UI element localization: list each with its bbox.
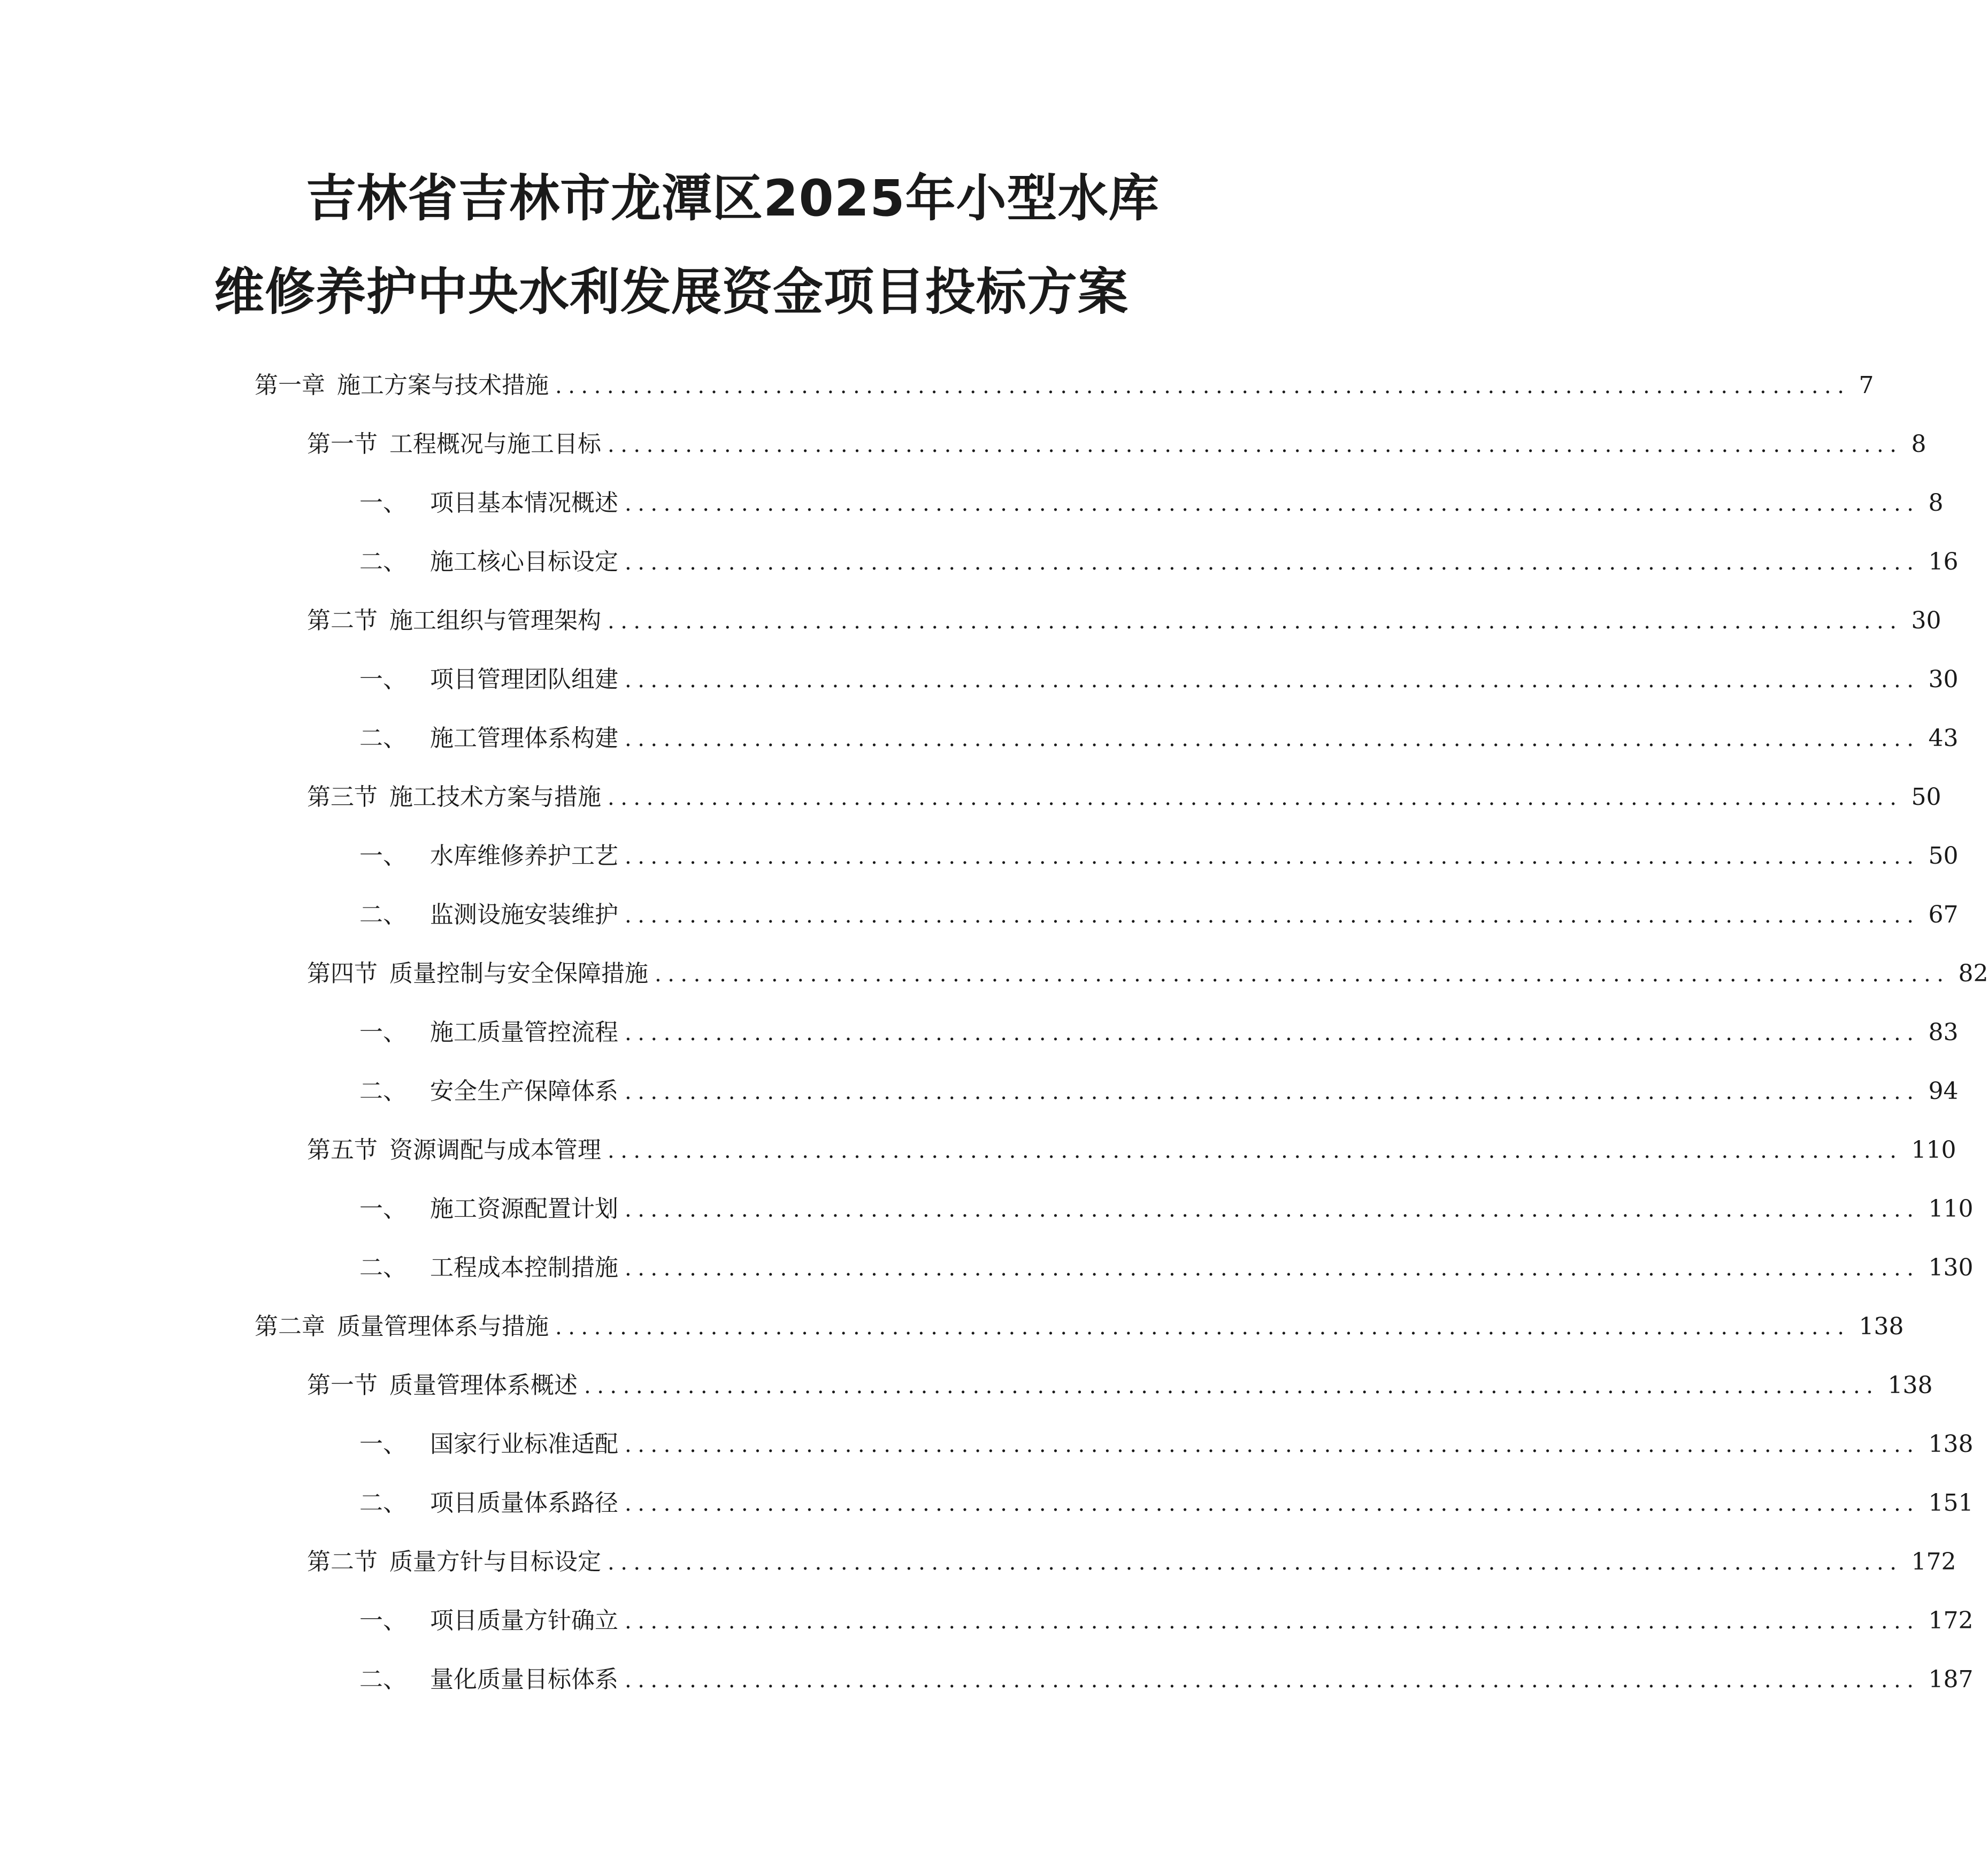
toc-entry-label: 二、 施工核心目标设定 — [359, 548, 618, 575]
toc-entry[interactable] — [307, 779, 1941, 816]
toc-entry-label: 一、 水库维修养护工艺 — [359, 842, 618, 870]
toc-entry[interactable] — [359, 837, 1959, 875]
toc-entry[interactable] — [307, 1367, 1933, 1404]
toc-leader-dots: .................................................................................................... — [608, 609, 1903, 634]
toc-entry[interactable] — [359, 1661, 1974, 1698]
toc-entry[interactable] — [359, 1014, 1959, 1051]
toc-page-number: 67 — [1928, 901, 1959, 928]
toc-page-number: 7 — [1859, 372, 1874, 399]
toc-leader-dots: .................................................................................................... — [555, 1315, 1851, 1340]
toc-entry-label: 第二节 施工组织与管理架构 — [307, 607, 601, 634]
toc-entry-label: 二、 监测设施安装维护 — [359, 901, 618, 928]
toc-entry[interactable] — [359, 1073, 1959, 1110]
toc-leader-dots: .................................................................................................... — [625, 550, 1920, 575]
toc-leader-dots: .................................................................................................... — [625, 1021, 1920, 1045]
toc-entry-label: 第一节 工程概况与施工目标 — [307, 430, 601, 458]
toc-entry-label: 二、 量化质量目标体系 — [359, 1666, 618, 1693]
toc-entry-label: 一、 施工资源配置计划 — [359, 1195, 618, 1223]
toc-entry-label: 第五节 资源调配与成本管理 — [307, 1136, 601, 1164]
toc-page-number: 110 — [1911, 1136, 1956, 1164]
toc-entry-label: 第一章 施工方案与技术措施 — [255, 372, 549, 399]
toc-entry-label: 第四节 质量控制与安全保障措施 — [307, 960, 648, 987]
toc-page-number: 187 — [1928, 1666, 1974, 1693]
document-title-line-1: 吉林省吉林市龙潭区2025年小型水库 — [306, 170, 1160, 228]
toc-page-number: 30 — [1928, 666, 1959, 693]
toc-entry-label: 一、 施工质量管控流程 — [359, 1019, 618, 1046]
toc-entry[interactable] — [255, 367, 1874, 404]
toc-entry-label: 一、 项目基本情况概述 — [359, 489, 618, 517]
toc-leader-dots: .................................................................................................... — [625, 1197, 1920, 1222]
toc-leader-dots: .................................................................................................... — [625, 903, 1920, 928]
toc-entry[interactable] — [359, 1602, 1974, 1640]
toc-page-number: 8 — [1928, 489, 1944, 517]
toc-entry-label: 第三节 施工技术方案与措施 — [307, 783, 601, 811]
toc-entry[interactable] — [359, 1426, 1974, 1463]
toc-page-number: 83 — [1928, 1019, 1959, 1046]
toc-entry[interactable] — [359, 485, 1944, 522]
toc-leader-dots: .................................................................................................... — [625, 668, 1920, 693]
toc-page-number: 130 — [1928, 1254, 1974, 1281]
toc-entry[interactable] — [359, 543, 1959, 581]
toc-leader-dots: .................................................................................................... — [625, 1609, 1920, 1634]
toc-leader-dots: .................................................................................................... — [655, 962, 1950, 987]
toc-page-number: 8 — [1911, 430, 1926, 458]
toc-entry[interactable] — [307, 426, 1926, 463]
toc-page-number: 50 — [1911, 783, 1941, 811]
toc-leader-dots: .................................................................................................... — [608, 433, 1903, 457]
toc-leader-dots: .................................................................................................... — [625, 1080, 1920, 1104]
toc-leader-dots: .................................................................................................... — [584, 1374, 1879, 1398]
toc-leader-dots: .................................................................................................... — [555, 374, 1851, 398]
toc-page-number: 138 — [1887, 1372, 1933, 1399]
toc-entry[interactable] — [307, 955, 1988, 993]
toc-leader-dots: .................................................................................................... — [625, 844, 1920, 869]
toc-page-number: 16 — [1928, 548, 1959, 575]
toc-leader-dots: .................................................................................................... — [608, 786, 1903, 810]
toc-entry[interactable] — [359, 661, 1959, 698]
toc-page-number: 138 — [1928, 1431, 1974, 1458]
toc-page-number: 151 — [1928, 1489, 1974, 1517]
toc-entry[interactable] — [307, 1543, 1956, 1581]
toc-leader-dots: .................................................................................................... — [625, 1256, 1920, 1281]
toc-entry-label: 二、 施工管理体系构建 — [359, 725, 618, 752]
toc-leader-dots: .................................................................................................... — [608, 1139, 1903, 1163]
toc-leader-dots: .................................................................................................... — [625, 491, 1920, 516]
toc-entry[interactable] — [307, 602, 1941, 640]
toc-page-number: 172 — [1928, 1607, 1974, 1634]
toc-leader-dots: .................................................................................................... — [625, 1491, 1920, 1516]
toc-page-number: 138 — [1859, 1313, 1904, 1340]
document-title-line-2: 维修养护中央水利发展资金项目投标方案 — [214, 263, 1129, 321]
toc-page-number: 172 — [1911, 1548, 1956, 1575]
toc-page-number: 50 — [1928, 842, 1959, 870]
toc-entry-label: 二、 安全生产保障体系 — [359, 1078, 618, 1105]
toc-entry[interactable] — [359, 1249, 1974, 1287]
toc-leader-dots: .................................................................................................... — [625, 1433, 1920, 1457]
toc-entry[interactable] — [359, 720, 1959, 757]
toc-entry[interactable] — [255, 1308, 1904, 1346]
toc-entry-label: 一、 项目质量方针确立 — [359, 1607, 618, 1634]
toc-leader-dots: .................................................................................................... — [608, 1550, 1903, 1575]
toc-entry-label: 第二章 质量管理体系与措施 — [255, 1313, 549, 1340]
toc-entry-label: 一、 项目管理团队组建 — [359, 666, 618, 693]
toc-leader-dots: .................................................................................................... — [625, 1668, 1920, 1693]
toc-entry[interactable] — [359, 896, 1959, 934]
toc-entry[interactable] — [359, 1485, 1974, 1522]
toc-page-number: 82 — [1958, 960, 1988, 987]
toc-page-number: 110 — [1928, 1195, 1974, 1223]
toc-page-number: 94 — [1928, 1078, 1959, 1105]
toc-entry-label: 第二节 质量方针与目标设定 — [307, 1548, 601, 1575]
toc-entry-label: 二、 工程成本控制措施 — [359, 1254, 618, 1281]
toc-entry[interactable] — [307, 1132, 1956, 1169]
toc-entry-label: 第一节 质量管理体系概述 — [307, 1372, 578, 1399]
toc-entry[interactable] — [359, 1190, 1974, 1228]
toc-entry-label: 一、 国家行业标准适配 — [359, 1431, 618, 1458]
toc-page-number: 43 — [1928, 725, 1959, 752]
toc-leader-dots: .................................................................................................... — [625, 727, 1920, 751]
toc-page-number: 30 — [1911, 607, 1941, 634]
toc-entry-label: 二、 项目质量体系路径 — [359, 1489, 618, 1517]
